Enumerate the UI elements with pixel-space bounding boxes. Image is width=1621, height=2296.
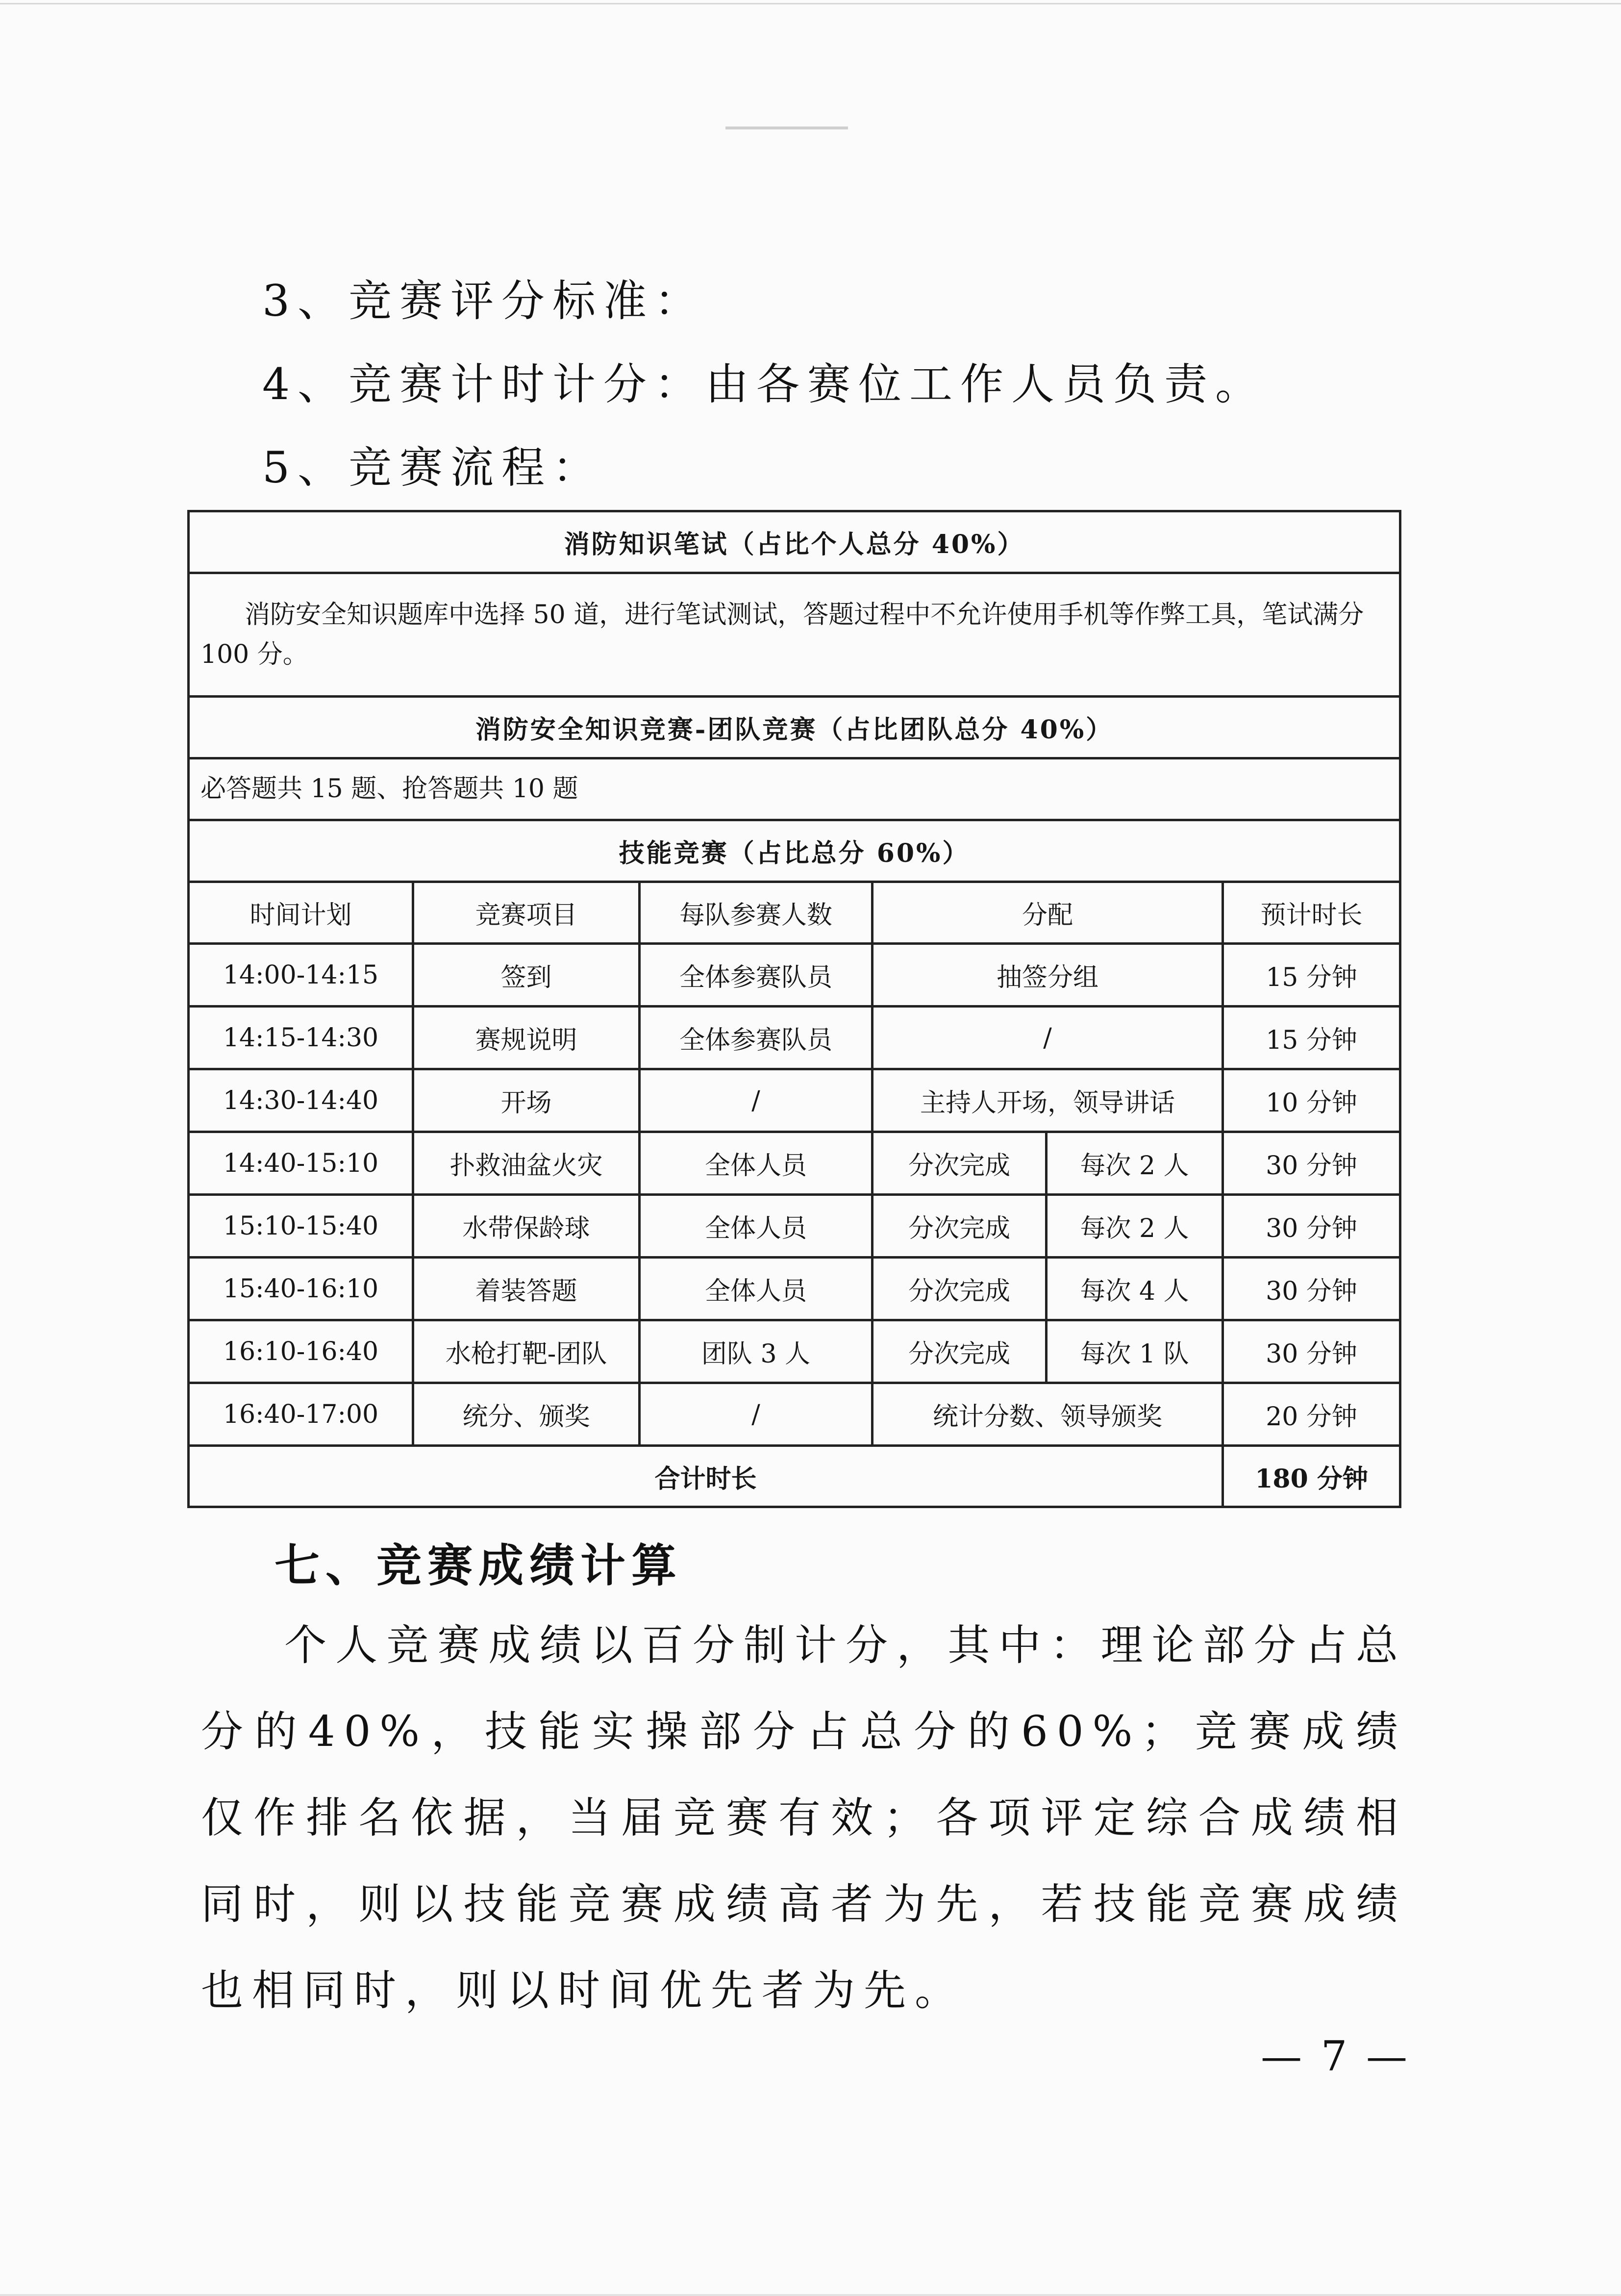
- column-header: 竞赛项目: [413, 882, 640, 944]
- assign-cell: /: [873, 1007, 1223, 1069]
- time-cell: 14:15-14:30: [189, 1007, 413, 1069]
- assign-mode-cell: 分次完成: [873, 1320, 1047, 1383]
- table-row: [189, 1195, 1400, 1258]
- assign-cell: 主持人开场，领导讲话: [873, 1069, 1223, 1132]
- column-header: 预计时长: [1223, 882, 1400, 944]
- assign-size-cell: 每次 2 人: [1047, 1132, 1223, 1195]
- assign-mode-cell: 分次完成: [873, 1132, 1047, 1195]
- duration-cell: 30 分钟: [1223, 1195, 1400, 1258]
- table-row: [189, 1069, 1400, 1132]
- item-cell: 水枪打靶-团队: [413, 1320, 640, 1383]
- item-cell: 开场: [413, 1069, 640, 1132]
- page-number: — 7 —: [1261, 2032, 1410, 2080]
- scan-top-edge: [0, 3, 1621, 4]
- duration-cell: 30 分钟: [1223, 1258, 1400, 1320]
- time-cell: 14:30-14:40: [189, 1069, 413, 1132]
- item-cell: 统分、颁奖: [413, 1383, 640, 1446]
- timing-line: 4、竞赛计时计分：由各赛位工作人员负责。: [262, 359, 1266, 409]
- assign-size-cell: 每次 2 人: [1047, 1195, 1223, 1258]
- column-header: 分配: [873, 882, 1223, 944]
- assign-mode-cell: 分次完成: [873, 1258, 1047, 1320]
- table-row: [189, 944, 1400, 1007]
- item-cell: 签到: [413, 944, 640, 1007]
- process-line: 5、竞赛流程：: [262, 442, 603, 493]
- table-row: [189, 1320, 1400, 1383]
- time-cell: 15:10-15:40: [189, 1195, 413, 1258]
- competition-flow-table: [187, 510, 1401, 1508]
- header-rule: [725, 126, 848, 129]
- skill-competition-title: 技能竞赛（占比总分 60%）: [189, 820, 1400, 882]
- item-cell: 赛规说明: [413, 1007, 640, 1069]
- people-cell: /: [640, 1383, 873, 1446]
- written-test-description: 消防安全知识题库中选择 50 道，进行笔试测试，答题过程中不允许使用手机等作弊工具，笔试满分 100 分。: [189, 573, 1400, 697]
- people-cell: 全体参赛队员: [640, 1007, 873, 1069]
- total-row: [189, 1446, 1400, 1507]
- people-cell: 全体人员: [640, 1132, 873, 1195]
- assign-size-cell: 每次 4 人: [1047, 1258, 1223, 1320]
- item-cell: 水带保龄球: [413, 1195, 640, 1258]
- time-cell: 15:40-16:10: [189, 1258, 413, 1320]
- item-cell: 着装答题: [413, 1258, 640, 1320]
- total-label: 合计时长: [189, 1446, 1223, 1507]
- duration-cell: 15 分钟: [1223, 944, 1400, 1007]
- time-cell: 14:40-15:10: [189, 1132, 413, 1195]
- column-header: 每队参赛人数: [640, 882, 873, 944]
- people-cell: 团队 3 人: [640, 1320, 873, 1383]
- duration-cell: 30 分钟: [1223, 1320, 1400, 1383]
- team-competition-title: 消防安全知识竞赛-团队竞赛（占比团队总分 40%）: [189, 697, 1400, 758]
- time-cell: 16:10-16:40: [189, 1320, 413, 1383]
- time-cell: 16:40-17:00: [189, 1383, 413, 1446]
- people-cell: 全体人员: [640, 1258, 873, 1320]
- table-row: [189, 1258, 1400, 1320]
- table-row: [189, 1007, 1400, 1069]
- section-title: 七、竞赛成绩计算: [274, 1539, 683, 1592]
- table-header-row: [189, 882, 1400, 944]
- written-test-title: 消防知识笔试（占比个人总分 40%）: [189, 511, 1400, 573]
- people-cell: 全体人员: [640, 1195, 873, 1258]
- table-row: [189, 1132, 1400, 1195]
- item-cell: 扑救油盆火灾: [413, 1132, 640, 1195]
- duration-cell: 15 分钟: [1223, 1007, 1400, 1069]
- team-competition-description: 必答题共 15 题、抢答题共 10 题: [189, 758, 1400, 820]
- scan-bottom-edge: [0, 2294, 1621, 2296]
- total-value: 180 分钟: [1223, 1446, 1400, 1507]
- people-cell: 全体参赛队员: [640, 944, 873, 1007]
- assign-cell: 抽签分组: [873, 944, 1223, 1007]
- column-header: 时间计划: [189, 882, 413, 944]
- people-cell: /: [640, 1069, 873, 1132]
- scoring-paragraph: 个人竞赛成绩以百分制计分，其中：理论部分占总分的40%，技能实操部分占总分的60%；竞赛成绩仅作排名依据，当届竞赛有效；各项评定综合成绩相同时，则以技能竞赛成绩高者为先，若技能竞赛成绩也相同时，则以时间优先者为先。: [201, 1621, 1407, 2015]
- criteria-line: 3、竞赛评分标准：: [262, 276, 705, 326]
- time-cell: 14:00-14:15: [189, 944, 413, 1007]
- duration-cell: 20 分钟: [1223, 1383, 1400, 1446]
- table-row: [189, 1383, 1400, 1446]
- duration-cell: 10 分钟: [1223, 1069, 1400, 1132]
- duration-cell: 30 分钟: [1223, 1132, 1400, 1195]
- assign-size-cell: 每次 1 队: [1047, 1320, 1223, 1383]
- assign-cell: 统计分数、领导颁奖: [873, 1383, 1223, 1446]
- assign-mode-cell: 分次完成: [873, 1195, 1047, 1258]
